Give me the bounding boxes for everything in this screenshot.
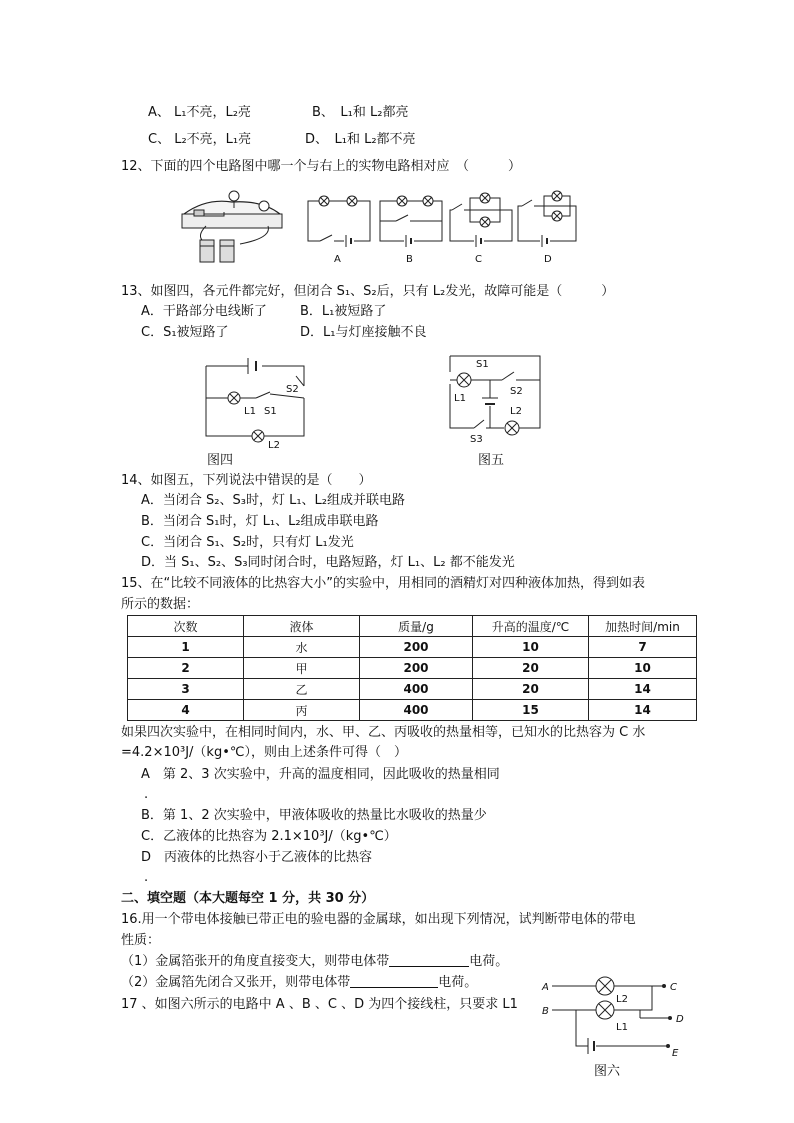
section-2-heading: 二、填空题（本大题每空 1 分，共 30 分） [121, 891, 375, 906]
q14-option-b: B．当闭合 S₁时，灯 L₁、L₂组成串联电路 [141, 514, 379, 529]
table-row [128, 637, 697, 658]
table-row [128, 679, 697, 700]
q13-option-c: C．S₁被短路了 [141, 325, 229, 340]
q11-option-b: B、 L₁和 L₂都亮 [312, 105, 409, 120]
q15-option-d-dot: . [144, 870, 149, 885]
table-cell: 200 [360, 637, 473, 658]
table-cell: 7 [589, 637, 697, 658]
q16-line2: 性质： [121, 933, 161, 948]
q17-line1: 17 、如图六所示的电路中 A 、B 、C 、D 为四个接线柱，只要求 L1 [121, 997, 518, 1012]
fig5-label-s3: S3 [470, 434, 483, 445]
table-header-cell: 次数 [128, 616, 244, 637]
table-cell: 20 [473, 658, 589, 679]
table-cell: 4 [128, 700, 244, 721]
fig4-label-l2: L2 [268, 440, 280, 451]
q14-option-d: D．当 S₁、S₂、S₃同时闭合时，电路短路，灯 L₁、L₂ 都不能发光 [141, 555, 515, 570]
table-cell: 1 [128, 637, 244, 658]
q15-stem-line1: 15、在“比较不同液体的比热容大小”的实验中，用相同的酒精灯对四种液体加热，得到如表 [121, 576, 646, 591]
fig4-label-s2: S2 [286, 384, 299, 395]
q15-option-c: C．乙液体的比热容为 2.1×10³J/（kg•℃） [141, 829, 397, 844]
q16-part2-suffix: 电荷。 [438, 975, 478, 990]
q12-stem: 12、下面的四个电路图中哪一个与右上的实物电路相对应 （ ） [121, 159, 522, 174]
q13-option-a: A．干路部分电线断了 [141, 304, 267, 319]
fig6-label-c: C [670, 982, 677, 993]
q16-blank-2[interactable] [350, 975, 438, 988]
fig5-label-l1: L1 [454, 393, 466, 404]
q13-option-b: B．L₁被短路了 [300, 304, 387, 319]
table-cell: 200 [360, 658, 473, 679]
q12-circuit-a [306, 193, 374, 265]
table-header-cell: 液体 [244, 616, 360, 637]
q13-option-d: D．L₁与灯座接触不良 [300, 325, 427, 340]
q15-after-line2: =4.2×10³J/（kg•℃），则由上述条件可得（ ） [121, 745, 407, 760]
fig5-label-l2: L2 [510, 406, 522, 417]
fig5-label-s1: S1 [476, 359, 489, 370]
q14-option-c: C．当闭合 S₁、S₂时，只有灯 L₁发光 [141, 535, 354, 550]
figure-5-circuit [440, 348, 550, 448]
q14-option-a: A．当闭合 S₂、S₃时，灯 L₁、L₂组成并联电路 [141, 493, 405, 508]
fig4-label-s1: S1 [264, 406, 277, 417]
table-cell: 丙 [244, 700, 360, 721]
q13-stem: 13、如图四，各元件都完好，但闭合 S₁、S₂后，只有 L₂发光，故障可能是（ ） [121, 284, 615, 299]
q16-part2-text: （2）金属箔先闭合又张开，则带电体带 [121, 975, 351, 990]
fig6-label-l2: L2 [616, 994, 628, 1005]
q15-option-b: B．第 1、2 次实验中，甲液体吸收的热量比水吸收的热量少 [141, 808, 487, 823]
q11-option-c: C、 L₂不亮，L₁亮 [148, 132, 252, 147]
q12-circuit-b [378, 193, 446, 265]
figure-6-circuit [540, 972, 690, 1064]
fig6-label-e: E [672, 1048, 679, 1059]
q15-option-d: D 丙液体的比热容小于乙液体的比热容 [141, 850, 373, 865]
q15-stem-line2: 所示的数据： [121, 597, 200, 612]
q16-line1: 16.用一个带电体接触已带正电的验电器的金属球，如出现下列情况，试判断带电体的带电 [121, 912, 636, 927]
table-cell: 400 [360, 679, 473, 700]
table-cell: 10 [473, 637, 589, 658]
table-cell: 甲 [244, 658, 360, 679]
q16-part1-text: （1）金属箔张开的角度直接变大，则带电体带 [121, 954, 390, 969]
fig4-label-l1: L1 [244, 406, 256, 417]
table-header-row [128, 616, 697, 637]
q15-after-line1: 如果四次实验中，在相同时间内，水、甲、乙、丙吸收的热量相等，已知水的比热容为 C 水 [121, 725, 646, 740]
q12-label-a: A [334, 254, 341, 265]
q12-label-c: C [475, 254, 482, 265]
fig6-label-b: B [542, 1006, 549, 1017]
q16-blank-1[interactable] [389, 954, 469, 967]
real-circuit-sketch [176, 186, 288, 266]
q14-stem: 14、如图五，下列说法中错误的是（ ） [121, 473, 372, 488]
table-header-cell: 质量/g [360, 616, 473, 637]
q16-part1-suffix: 电荷。 [469, 954, 509, 969]
q16-part1 [121, 953, 508, 971]
q15-option-a: A 第 2、3 次实验中，升高的温度相同，因此吸收的热量相同 [141, 767, 500, 782]
fig6-label-l1: L1 [616, 1022, 628, 1033]
table-cell: 14 [589, 679, 697, 700]
table-cell: 20 [473, 679, 589, 700]
table-cell: 3 [128, 679, 244, 700]
q12-circuit-d [516, 190, 582, 265]
table-cell: 15 [473, 700, 589, 721]
table-header-cell: 升高的温度/℃ [473, 616, 589, 637]
q12-label-b: B [406, 254, 413, 265]
fig6-label-d: D [676, 1014, 684, 1025]
table-header-cell: 加热时间/min [589, 616, 697, 637]
fig5-caption: 图五 [478, 453, 505, 468]
table-cell: 乙 [244, 679, 360, 700]
q11-option-a: A、 L₁不亮，L₂亮 [148, 105, 251, 120]
q16-part2 [121, 974, 477, 992]
table-cell: 水 [244, 637, 360, 658]
table-row [128, 658, 697, 679]
fig6-caption: 图六 [594, 1064, 621, 1079]
table-cell: 400 [360, 700, 473, 721]
fig5-label-s2: S2 [510, 386, 523, 397]
q11-option-d: D、 L₁和 L₂都不亮 [305, 132, 416, 147]
fig6-label-a: A [542, 982, 549, 993]
table-cell: 14 [589, 700, 697, 721]
table-cell: 10 [589, 658, 697, 679]
table-cell: 2 [128, 658, 244, 679]
table-row [128, 700, 697, 721]
fig4-caption: 图四 [207, 453, 234, 468]
q12-label-d: D [544, 254, 552, 265]
q12-circuit-c [448, 190, 516, 265]
q15-option-a-dot: . [144, 787, 149, 802]
q15-data-table [127, 615, 697, 721]
